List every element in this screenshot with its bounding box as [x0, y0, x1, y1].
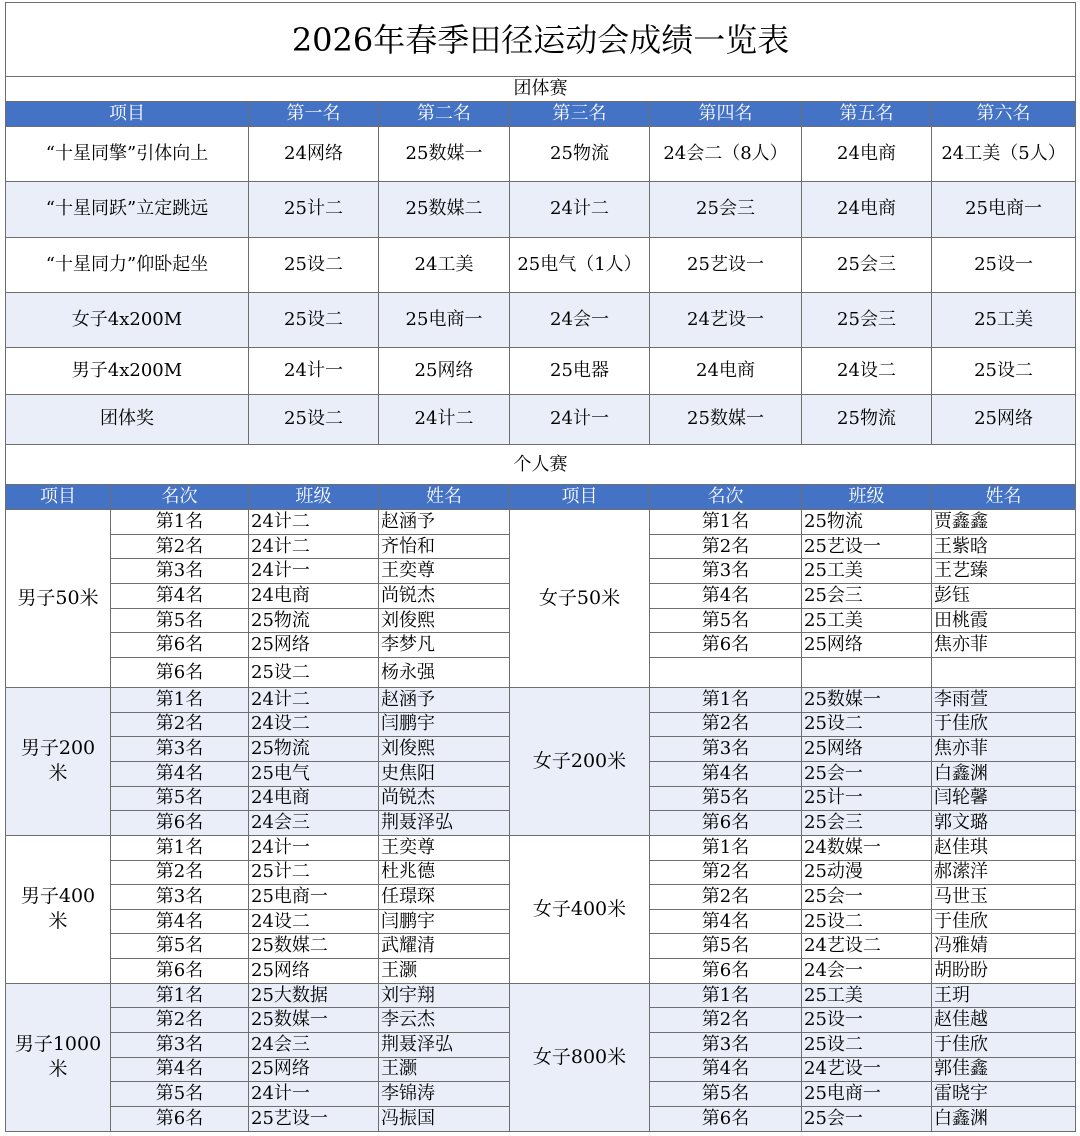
- class-cell: 25设一: [802, 1008, 932, 1033]
- team-rank-cell: 24电商: [650, 347, 802, 394]
- class-cell: 24数媒一: [802, 835, 932, 860]
- rank-cell: 第1名: [111, 688, 249, 713]
- team-rank-cell: 25会三: [802, 292, 932, 347]
- name-cell: 赵涵予: [379, 688, 510, 713]
- team-rank-cell: 25设二: [932, 347, 1076, 394]
- event-cell-right: 女子50米: [510, 510, 650, 688]
- class-cell: 24会三: [249, 1033, 379, 1058]
- class-cell: 25工美: [802, 608, 932, 633]
- rank-cell: 第5名: [650, 934, 802, 959]
- class-cell: 25工美: [802, 559, 932, 584]
- name-cell: 闫轮馨: [932, 786, 1076, 811]
- rank-cell: 第2名: [650, 1008, 802, 1033]
- rank-cell: 第2名: [111, 534, 249, 559]
- name-cell: 王玥: [932, 983, 1076, 1008]
- team-rank-cell: 25设一: [932, 237, 1076, 292]
- team-rank-cell: 25数媒二: [379, 182, 510, 237]
- rank-cell: 第4名: [650, 1057, 802, 1082]
- individual-header-name: 姓名: [379, 485, 510, 510]
- individual-header-row: [6, 485, 1076, 510]
- team-header-rank-5: 第五名: [802, 102, 932, 127]
- individual-header-name: 姓名: [932, 485, 1076, 510]
- rank-cell: 第3名: [111, 737, 249, 762]
- team-rank-cell: 25物流: [802, 394, 932, 444]
- class-cell: 25网络: [802, 737, 932, 762]
- name-cell: 李锦涛: [379, 1082, 510, 1107]
- name-cell: 尚锐杰: [379, 786, 510, 811]
- rank-cell: 第2名: [650, 534, 802, 559]
- team-rank-cell: 25电器: [510, 347, 650, 394]
- team-rank-cell: 24会二（8人）: [650, 127, 802, 182]
- name-cell: 闫鹏宇: [379, 909, 510, 934]
- team-rank-cell: 24计二: [510, 182, 650, 237]
- team-row: [6, 394, 1076, 444]
- name-cell: 贾鑫鑫: [932, 510, 1076, 535]
- class-cell: 25电气: [249, 761, 379, 786]
- individual-header-event: 项目: [6, 485, 111, 510]
- class-cell: 25物流: [249, 737, 379, 762]
- rank-cell: 第6名: [111, 1106, 249, 1131]
- name-cell: 彭钰: [932, 584, 1076, 609]
- class-cell: 24电商: [249, 786, 379, 811]
- individual-header-rank: 名次: [111, 485, 249, 510]
- rank-cell: 第4名: [111, 909, 249, 934]
- rank-cell: 第6名: [111, 959, 249, 984]
- rank-cell: 第1名: [111, 510, 249, 535]
- team-event-cell: “十星同擎”引体向上: [6, 127, 249, 182]
- rank-cell: 第5名: [111, 1082, 249, 1107]
- name-cell: 刘宇翔: [379, 983, 510, 1008]
- name-cell: 冯雅婧: [932, 934, 1076, 959]
- class-cell: 25网络: [249, 959, 379, 984]
- name-cell: 郭佳鑫: [932, 1057, 1076, 1082]
- rank-cell: 第1名: [650, 688, 802, 713]
- class-cell: 25数媒一: [802, 688, 932, 713]
- class-cell: 25数媒二: [249, 934, 379, 959]
- class-cell: 25物流: [249, 608, 379, 633]
- rank-cell: 第1名: [650, 983, 802, 1008]
- name-cell: 焦亦菲: [932, 737, 1076, 762]
- team-rank-cell: 24工美（5人）: [932, 127, 1076, 182]
- team-rank-cell: 25会三: [802, 237, 932, 292]
- class-cell: 24计二: [249, 510, 379, 535]
- name-cell: 王灏: [379, 959, 510, 984]
- team-event-cell: “十星同跃”立定跳远: [6, 182, 249, 237]
- rank-cell: 第1名: [111, 983, 249, 1008]
- rank-cell: 第5名: [111, 608, 249, 633]
- team-rank-cell: 25数媒一: [379, 127, 510, 182]
- class-cell: 25会一: [802, 885, 932, 910]
- rank-cell: 第6名: [650, 633, 802, 658]
- rank-cell: 第2名: [111, 860, 249, 885]
- class-cell: 24计一: [249, 835, 379, 860]
- rank-cell: 第3名: [111, 1033, 249, 1058]
- class-cell: 25会一: [802, 1106, 932, 1131]
- class-cell: 24计一: [249, 559, 379, 584]
- team-rank-cell: 25网络: [932, 394, 1076, 444]
- event-cell-left: 男子200米: [6, 688, 111, 836]
- name-cell: 李梦凡: [379, 633, 510, 658]
- name-cell: 胡盼盼: [932, 959, 1076, 984]
- rank-cell: 第3名: [650, 737, 802, 762]
- rank-cell: 第6名: [650, 811, 802, 836]
- class-cell: 25会三: [802, 811, 932, 836]
- team-rank-cell: 25物流: [510, 127, 650, 182]
- rank-cell: 第3名: [650, 1033, 802, 1058]
- class-cell: 25网络: [249, 1057, 379, 1082]
- name-cell: 冯振国: [379, 1106, 510, 1131]
- individual-header-rank: 名次: [650, 485, 802, 510]
- name-cell: 杜兆德: [379, 860, 510, 885]
- rank-cell: 第4名: [111, 584, 249, 609]
- team-rank-cell: 25设二: [249, 394, 379, 444]
- individual-header-class: 班级: [802, 485, 932, 510]
- class-cell: 24艺设一: [802, 1057, 932, 1082]
- team-rank-cell: 24计二: [379, 394, 510, 444]
- team-rank-cell: 25会三: [650, 182, 802, 237]
- rank-cell: 第1名: [111, 835, 249, 860]
- class-cell: 24计一: [249, 1082, 379, 1107]
- rank-cell: 第4名: [650, 761, 802, 786]
- rank-cell: 第5名: [650, 608, 802, 633]
- team-row: [6, 292, 1076, 347]
- class-cell: 25网络: [802, 633, 932, 658]
- event-cell-right: 女子200米: [510, 688, 650, 836]
- team-row: [6, 127, 1076, 182]
- individual-section-title: 个人赛: [6, 444, 1076, 484]
- rank-cell: 第3名: [111, 885, 249, 910]
- name-cell: 赵佳琪: [932, 835, 1076, 860]
- team-event-cell: 男子4x200M: [6, 347, 249, 394]
- class-cell: 25艺设一: [802, 534, 932, 559]
- team-rank-cell: 24艺设一: [650, 292, 802, 347]
- team-rank-cell: 25电商一: [932, 182, 1076, 237]
- name-cell: 马世玉: [932, 885, 1076, 910]
- name-cell: 荆聂泽弘: [379, 811, 510, 836]
- class-cell: 25网络: [249, 633, 379, 658]
- class-cell: 25会三: [802, 584, 932, 609]
- rank-cell: 第6名: [111, 657, 249, 687]
- name-cell: 任璟琛: [379, 885, 510, 910]
- individual-row: [6, 688, 1076, 713]
- name-cell: 焦亦菲: [932, 633, 1076, 658]
- name-cell: 荆聂泽弘: [379, 1033, 510, 1058]
- rank-cell: 第1名: [650, 510, 802, 535]
- team-rank-cell: 24计一: [249, 347, 379, 394]
- name-cell: 王灏: [379, 1057, 510, 1082]
- name-cell: 李云杰: [379, 1008, 510, 1033]
- team-rank-cell: 25网络: [379, 347, 510, 394]
- name-cell: 闫鹏宇: [379, 712, 510, 737]
- class-cell: 25电商一: [249, 885, 379, 910]
- name-cell: 史焦阳: [379, 761, 510, 786]
- class-cell: 25会一: [802, 761, 932, 786]
- team-section-title: 团体赛: [6, 77, 1076, 102]
- team-event-cell: 团体奖: [6, 394, 249, 444]
- name-cell: 赵佳越: [932, 1008, 1076, 1033]
- team-header-rank-4: 第四名: [650, 102, 802, 127]
- name-cell: 白鑫渊: [932, 761, 1076, 786]
- name-cell: 王艺臻: [932, 559, 1076, 584]
- rank-cell: 第4名: [111, 1057, 249, 1082]
- rank-cell: 第2名: [650, 885, 802, 910]
- event-cell-left: 男子1000米: [6, 983, 111, 1131]
- class-cell: 25数媒一: [249, 1008, 379, 1033]
- rank-cell: 第6名: [111, 811, 249, 836]
- name-cell: 田桃霞: [932, 608, 1076, 633]
- rank-cell: 第3名: [111, 559, 249, 584]
- team-row: [6, 182, 1076, 237]
- team-rank-cell: 24计一: [510, 394, 650, 444]
- individual-header-class: 班级: [249, 485, 379, 510]
- class-cell: 25物流: [802, 510, 932, 535]
- name-cell: 赵涵予: [379, 510, 510, 535]
- name-cell: 李雨萱: [932, 688, 1076, 713]
- class-cell: 25设二: [802, 1033, 932, 1058]
- individual-header-event: 项目: [510, 485, 650, 510]
- name-cell: 刘俊熙: [379, 608, 510, 633]
- class-cell: 24计二: [249, 534, 379, 559]
- team-rank-cell: 25计二: [249, 182, 379, 237]
- team-rank-cell: 25电商一: [379, 292, 510, 347]
- name-cell: 于佳欣: [932, 1033, 1076, 1058]
- team-rank-cell: 24设二: [802, 347, 932, 394]
- name-cell: 雷晓宇: [932, 1082, 1076, 1107]
- rank-cell: 第3名: [650, 559, 802, 584]
- rank-cell: 第1名: [650, 835, 802, 860]
- class-cell: 25电商一: [802, 1082, 932, 1107]
- team-rank-cell: 24工美: [379, 237, 510, 292]
- class-cell: 24电商: [249, 584, 379, 609]
- rank-cell: 第2名: [111, 1008, 249, 1033]
- class-cell: 24艺设二: [802, 934, 932, 959]
- name-cell: 白鑫渊: [932, 1106, 1076, 1131]
- name-cell: 郝潆洋: [932, 860, 1076, 885]
- page-title: 2026年春季田径运动会成绩一览表: [6, 3, 1076, 77]
- team-rank-cell: 25电气（1人）: [510, 237, 650, 292]
- team-event-cell: “十星同力”仰卧起坐: [6, 237, 249, 292]
- rank-cell: 第2名: [650, 712, 802, 737]
- event-cell-left: 男子400米: [6, 835, 111, 983]
- class-cell: 24计二: [249, 688, 379, 713]
- name-cell: 杨永强: [379, 657, 510, 687]
- team-header-rank-6: 第六名: [932, 102, 1076, 127]
- event-cell-right: 女子400米: [510, 835, 650, 983]
- team-rank-cell: 24电商: [802, 127, 932, 182]
- team-rank-cell: 25工美: [932, 292, 1076, 347]
- team-rank-cell: 24会一: [510, 292, 650, 347]
- team-row: [6, 347, 1076, 394]
- name-cell: 王紫晗: [932, 534, 1076, 559]
- team-header-rank-1: 第一名: [249, 102, 379, 127]
- class-cell: 25设二: [802, 909, 932, 934]
- team-event-cell: 女子4x200M: [6, 292, 249, 347]
- team-rank-cell: 25数媒一: [650, 394, 802, 444]
- event-cell-right: 女子800米: [510, 983, 650, 1131]
- team-rank-cell: 25设二: [249, 292, 379, 347]
- name-cell: 尚锐杰: [379, 584, 510, 609]
- name-cell: 武耀清: [379, 934, 510, 959]
- name-cell: 于佳欣: [932, 909, 1076, 934]
- class-cell: 25设二: [249, 657, 379, 687]
- rank-cell: 第2名: [650, 860, 802, 885]
- team-rank-cell: 25设二: [249, 237, 379, 292]
- individual-row: [6, 510, 1076, 535]
- individual-row: [6, 983, 1076, 1008]
- event-cell-left: 男子50米: [6, 510, 111, 688]
- rank-cell: 第4名: [650, 909, 802, 934]
- team-rank-cell: 25艺设一: [650, 237, 802, 292]
- individual-row: [6, 835, 1076, 860]
- team-rank-cell: 24电商: [802, 182, 932, 237]
- rank-cell: 第5名: [111, 786, 249, 811]
- rank-cell: 第5名: [650, 1082, 802, 1107]
- rank-cell: 第5名: [111, 934, 249, 959]
- name-cell: 齐怡和: [379, 534, 510, 559]
- team-header-row: [6, 102, 1076, 127]
- rank-cell: 第6名: [111, 633, 249, 658]
- results-sheet: [5, 2, 1076, 1132]
- rank-cell: 第2名: [111, 712, 249, 737]
- rank-cell: [650, 657, 802, 687]
- rank-cell: 第4名: [650, 584, 802, 609]
- rank-cell: 第5名: [650, 786, 802, 811]
- team-header-rank-3: 第三名: [510, 102, 650, 127]
- team-header-rank-2: 第二名: [379, 102, 510, 127]
- team-row: [6, 237, 1076, 292]
- name-cell: 于佳欣: [932, 712, 1076, 737]
- rank-cell: 第4名: [111, 761, 249, 786]
- class-cell: 25大数据: [249, 983, 379, 1008]
- class-cell: 25艺设一: [249, 1106, 379, 1131]
- class-cell: 25计一: [802, 786, 932, 811]
- name-cell: 王奕尊: [379, 835, 510, 860]
- class-cell: 25计二: [249, 860, 379, 885]
- class-cell: 24会一: [802, 959, 932, 984]
- rank-cell: 第6名: [650, 959, 802, 984]
- class-cell: 25工美: [802, 983, 932, 1008]
- team-header-event: 项目: [6, 102, 249, 127]
- class-cell: 24会三: [249, 811, 379, 836]
- team-rank-cell: 24网络: [249, 127, 379, 182]
- class-cell: [802, 657, 932, 687]
- class-cell: 24设二: [249, 909, 379, 934]
- rank-cell: 第6名: [650, 1106, 802, 1131]
- class-cell: 25设二: [802, 712, 932, 737]
- name-cell: 刘俊熙: [379, 737, 510, 762]
- name-cell: [932, 657, 1076, 687]
- name-cell: 郭文璐: [932, 811, 1076, 836]
- class-cell: 24设二: [249, 712, 379, 737]
- name-cell: 王奕尊: [379, 559, 510, 584]
- class-cell: 25动漫: [802, 860, 932, 885]
